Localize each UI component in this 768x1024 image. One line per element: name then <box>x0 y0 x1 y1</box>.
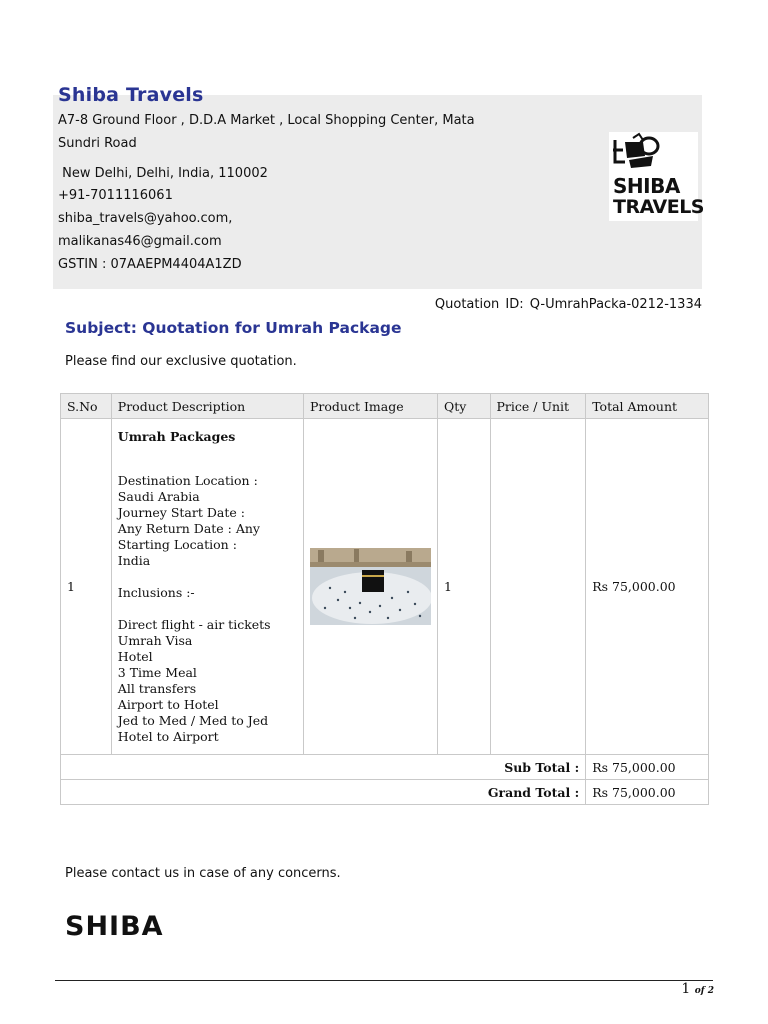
header-description: Product Description <box>111 394 303 419</box>
row-image-cell <box>303 419 437 755</box>
row-price-unit <box>490 419 586 755</box>
quotation-id-value: Q-UmrahPacka-0212-1334 <box>529 297 702 312</box>
kaaba-photo <box>310 548 431 625</box>
row-description <box>111 419 303 755</box>
table-header-row <box>61 394 709 419</box>
inclusion-item: Jed to Med / Med to Jed <box>117 712 269 728</box>
subject-heading: Subject: Quotation for Umrah Package <box>65 319 402 337</box>
travel-emblem-icon <box>609 132 698 177</box>
detail-line: Starting Location : <box>117 536 237 552</box>
detail-line: Saudi Arabia <box>117 488 200 504</box>
detail-line: India <box>117 552 151 568</box>
contact-note: Please contact us in case of any concerns. <box>65 866 341 881</box>
logo-text-shiba: SHIBA <box>613 174 680 198</box>
signature: SHIBA <box>65 911 164 942</box>
company-gstin: GSTIN : 07AAEPM4404A1ZD <box>58 257 242 272</box>
grand-total-label: Grand Total : <box>61 780 586 805</box>
address-line-3: New Delhi, Delhi, India, 110002 <box>58 166 268 181</box>
intro-text: Please find our exclusive quotation. <box>65 354 297 369</box>
header-qty: Qty <box>437 394 490 419</box>
row-qty: 1 <box>437 419 490 755</box>
company-email-1: shiba_travels@yahoo.com, <box>58 211 233 226</box>
inclusion-item: Airport to Hotel <box>117 696 219 712</box>
company-email-2: malikanas46@gmail.com <box>58 234 222 249</box>
inclusion-item: 3 Time Meal <box>117 664 197 680</box>
page-total: of 2 <box>694 986 714 996</box>
header-sno: S.No <box>61 394 112 419</box>
inclusion-item: Umrah Visa <box>117 632 193 648</box>
logo-text-travels: TRAVELS <box>613 196 704 218</box>
row-total: Rs 75,000.00 <box>586 419 709 755</box>
detail-line: Any Return Date : Any <box>117 520 260 536</box>
company-logo <box>609 132 704 221</box>
header-total-amount: Total Amount <box>586 394 709 419</box>
product-name: Umrah Packages <box>117 428 236 444</box>
inclusion-item: Hotel <box>117 648 153 664</box>
table-row <box>61 419 709 755</box>
company-phone: +91-7011116061 <box>58 188 173 203</box>
page-current: 1 <box>681 981 691 997</box>
company-name: Shiba Travels <box>58 84 204 106</box>
quotation-table <box>60 393 709 805</box>
quotation-id <box>435 297 702 312</box>
sub-total-label: Sub Total : <box>61 755 586 780</box>
row-sno: 1 <box>61 419 112 755</box>
inclusion-item: All transfers <box>117 680 197 696</box>
header-image: Product Image <box>303 394 437 419</box>
inclusion-item: Direct flight - air tickets <box>117 616 271 632</box>
grand-total-value: Rs 75,000.00 <box>586 780 709 805</box>
quotation-id-label: Quotation ID: <box>434 297 524 312</box>
sub-total-value: Rs 75,000.00 <box>586 755 709 780</box>
address-line-1: A7-8 Ground Floor , D.D.A Market , Local Shopping Center, Mata <box>58 113 475 128</box>
inclusions-label: Inclusions :- <box>117 584 195 600</box>
detail-line: Destination Location : <box>117 472 258 488</box>
header-price-unit: Price / Unit <box>490 394 586 419</box>
page-number <box>681 981 714 997</box>
sub-total-row <box>61 755 709 780</box>
inclusion-item: Hotel to Airport <box>117 728 219 744</box>
address-line-2: Sundri Road <box>58 136 137 151</box>
grand-total-row <box>61 780 709 805</box>
detail-line: Journey Start Date : <box>117 504 245 520</box>
footer-divider <box>55 980 713 981</box>
